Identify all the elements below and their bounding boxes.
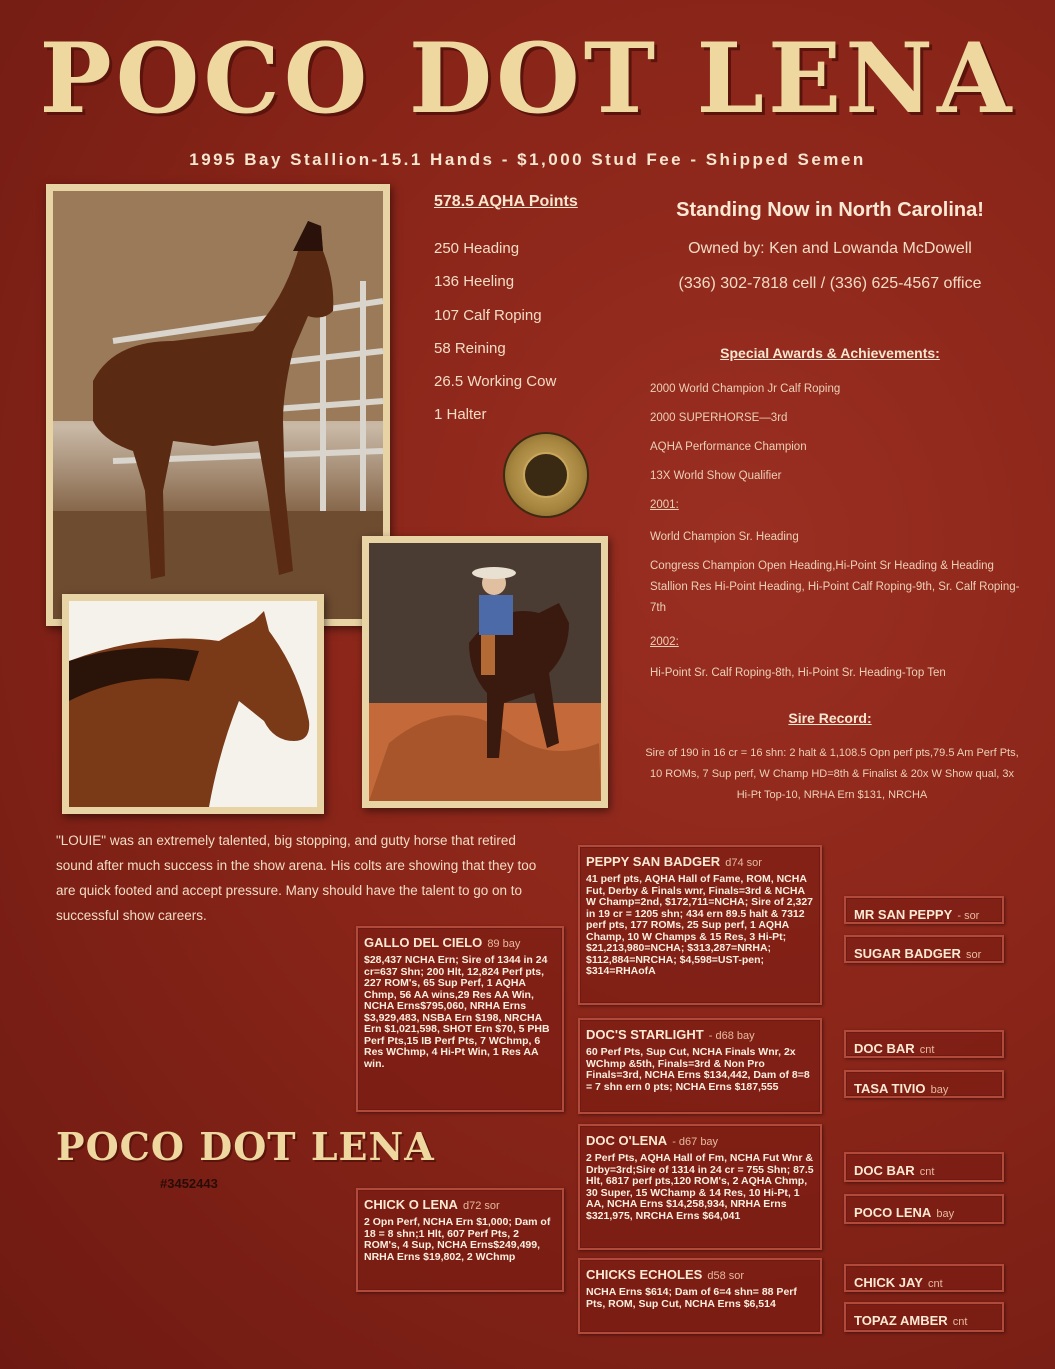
pedigree-color: cnt — [919, 1044, 935, 1056]
pedigree-record: NCHA Erns $614; Dam of 6=4 shn= 88 Perf Pts, ROM, Sup Cut, NCHA Erns $6,514 — [586, 1286, 797, 1310]
award-year-2002: 2002: — [650, 636, 679, 648]
pedigree-great-grandparent — [844, 1302, 1004, 1332]
horse-standing-illustration — [53, 191, 383, 619]
award-item: 2000 World Champion Jr Calf Roping — [650, 383, 841, 395]
points-item: 107 Calf Roping — [434, 306, 542, 324]
pedigree-record: $28,437 NCHA Ern; Sire of 1344 in 24 cr=637 Shn; 200 Hlt, 12,824 Perf pts, 227 ROM's, 65 Sup Perf, 1 AQHA Chmp, 56 AA wins,29 Res AA Win, NCHA Erns$795,060, NRHA Erns $3,929,483, NSBA Ern $198, NRCHA Ern $1,021,598, SHOT Ern $70, 5 PHB Perf Pts,15 IB Perf Pts, 7 WChmp, 6 Res WChmp, 4 Hi-Pt Win, 1 Res AA win. — [364, 954, 550, 1070]
points-item: 250 Heading — [434, 240, 520, 257]
pedigree-name: GALLO DEL CIELO — [364, 935, 483, 950]
pedigree-color: d72 sor — [462, 1200, 500, 1212]
pedigree-name: POCO LENA — [854, 1205, 932, 1220]
pedigree-name: DOC BAR — [854, 1163, 915, 1178]
ranch-horse-badge-icon — [503, 432, 589, 518]
pedigree-great-grandparent — [844, 1152, 1004, 1182]
sire-record-text: Sire of 190 in 16 cr = 16 shn: 2 halt & 1,108.5 Opn perf pts,79.5 Am Perf Pts, 10 ROMs, 7 Sup perf, W Champ HD=8th & Finalist & 20x W Show qual, 3x Hi-Pt Top-10, NRHA Ern $131, NRCHA — [645, 747, 1019, 801]
award-item: World Champion Sr. Heading — [650, 531, 799, 543]
award-year-2001: 2001: — [650, 499, 679, 511]
pedigree-color: cnt — [919, 1166, 935, 1178]
pedigree-dam — [356, 1188, 564, 1292]
awards-heading: Special Awards & Achievements: — [720, 345, 940, 361]
pedigree-great-grandparent — [844, 935, 1004, 963]
pedigree-great-grandparent — [844, 1030, 1004, 1058]
pedigree-name: CHICK JAY — [854, 1275, 923, 1290]
horse-head-illustration — [69, 601, 317, 807]
award-item: Hi-Point Sr. Calf Roping-8th, Hi-Point Sr. Heading-Top Ten — [650, 667, 946, 679]
points-item: 26.5 Working Cow — [434, 373, 557, 391]
aqha-points-list — [434, 232, 556, 432]
standing-location: Standing Now in North Carolina! — [676, 199, 984, 221]
pedigree-record: 2 Opn Perf, NCHA Ern $1,000; Dam of 18 = 8 shn;1 Hlt, 607 Perf Pts, 2 ROM's, 4 Sup, NCHA Erns$249,499, NRHA Erns $19,802, 2 WChmp — [364, 1216, 551, 1263]
pedigree-color: bay — [930, 1084, 949, 1096]
pedigree-great-grandparent — [844, 1264, 1004, 1292]
logo-name: POCO DOT LENA — [56, 1124, 435, 1169]
pedigree-great-grandparent — [844, 1194, 1004, 1224]
horse-head-photo — [62, 594, 324, 814]
owner-text: Owned by: Ken and Lowanda McDowell — [688, 240, 972, 257]
roping-action-photo — [362, 536, 608, 808]
award-item: 13X World Show Qualifier — [650, 470, 782, 482]
pedigree-name: TASA TIVIO — [854, 1081, 926, 1096]
pedigree-dam-sire — [578, 1124, 822, 1250]
pedigree-name: DOC O'LENA — [586, 1133, 668, 1148]
horse-description: "LOUIE" was an extremely talented, big stopping, and gutty horse that retired sound after much success in the show arena. His colts are showing that they too are quick footed and accept pressure. Many should have the talent to go on to successful show careers. — [56, 833, 537, 923]
horse-standing-photo — [46, 184, 390, 626]
pedigree-name: TOPAZ AMBER — [854, 1313, 948, 1328]
pedigree-color: bay — [936, 1208, 955, 1220]
pedigree-sire-dam — [578, 1018, 822, 1114]
award-item: 2000 SUPERHORSE—3rd — [650, 412, 788, 424]
award-item: AQHA Performance Champion — [650, 441, 807, 453]
points-item: 1 Halter — [434, 406, 487, 424]
pedigree-great-grandparent — [844, 1070, 1004, 1098]
roping-action-illustration — [369, 543, 601, 801]
pedigree-color: - sor — [957, 910, 980, 922]
pedigree-name: CHICK O LENA — [364, 1197, 458, 1212]
pedigree-color: cnt — [952, 1316, 968, 1328]
pedigree-sire-sire — [578, 845, 822, 1005]
award-item: Congress Champion Open Heading,Hi-Point Sr Heading & Heading Stallion Res Hi-Point Heading, Hi-Point Calf Roping-9th, Sr. Calf Roping-7th — [650, 560, 1020, 614]
sire-record-heading: Sire Record: — [788, 710, 872, 726]
pedigree-name: DOC BAR — [854, 1041, 915, 1056]
pedigree-color: d74 sor — [725, 857, 762, 869]
registration-number: #3452443 — [160, 1176, 218, 1191]
pedigree-record: 41 perf pts, AQHA Hall of Fame, ROM, NCHA Fut, Derby & Finals wnr, Finals=3rd & NCHA W Champ=2nd, $172,711=NCHA; Sire of 2,327 in 19 cr = 1205 shn; 434 ern 89.5 halt & 7312 perf pts, 177 ROMs, 25 Sup perf, 1 AQHA Champ, 10 W Champs & 15 Res, 3 Hi-Pt; $21,213,980=NCHA; $313,287=NRHA; $112,884=NRCHA; $4,598=UST-pen; $314=RHAofA — [586, 873, 814, 977]
pedigree-name: CHICKS ECHOLES — [586, 1267, 703, 1282]
phone-numbers: (336) 302-7818 cell / (336) 625-4567 office — [678, 275, 982, 292]
pedigree-color: 89 bay — [487, 938, 521, 950]
pedigree-dam-dam — [578, 1258, 822, 1334]
aqha-points-heading: 578.5 AQHA Points — [434, 193, 578, 210]
pedigree-great-grandparent — [844, 896, 1004, 924]
pedigree-name: MR SAN PEPPY — [854, 907, 953, 922]
page-subtitle: 1995 Bay Stallion-15.1 Hands - $1,000 Stud Fee - Shipped Semen — [189, 150, 866, 169]
pedigree-name: DOC'S STARLIGHT — [586, 1027, 704, 1042]
pedigree-color: - d68 bay — [708, 1030, 755, 1042]
pedigree-sire — [356, 926, 564, 1112]
pedigree-color: sor — [966, 949, 982, 961]
pedigree-record: 2 Perf Pts, AQHA Hall of Fm, NCHA Fut Wnr & Drby=3rd;Sire of 1314 in 24 cr = 755 Shn; 87.5 Hlt, 6817 perf pts,120 ROM's, 2 AQHA Chmp, 30 Super, 15 WChamp & 14 Res, 10 Hi-Pt, 1 AA, NCHA Erns $14,258,934, NRHA Erns $321,975, NRCHA Erns $64,041 — [586, 1152, 814, 1222]
pedigree-record: 60 Perf Pts, Sup Cut, NCHA Finals Wnr, 2x WChmp &5th, Finals=3rd & Non Pro Finals=3rd, NCHA Erns $134,442, Dam of 8=8 = 7 shn ern 0 pts; NCHA Erns $187,555 — [586, 1046, 810, 1093]
pedigree-color: - d67 bay — [672, 1136, 719, 1148]
pedigree-name: SUGAR BADGER — [854, 946, 961, 961]
points-item: 58 Reining — [434, 339, 506, 357]
pedigree-color: cnt — [927, 1278, 943, 1290]
pedigree-color: d58 sor — [707, 1270, 745, 1282]
pedigree-name: PEPPY SAN BADGER — [586, 854, 721, 869]
page-title: POCO DOT LENA — [39, 22, 1016, 135]
points-item: 136 Heeling — [434, 273, 515, 291]
